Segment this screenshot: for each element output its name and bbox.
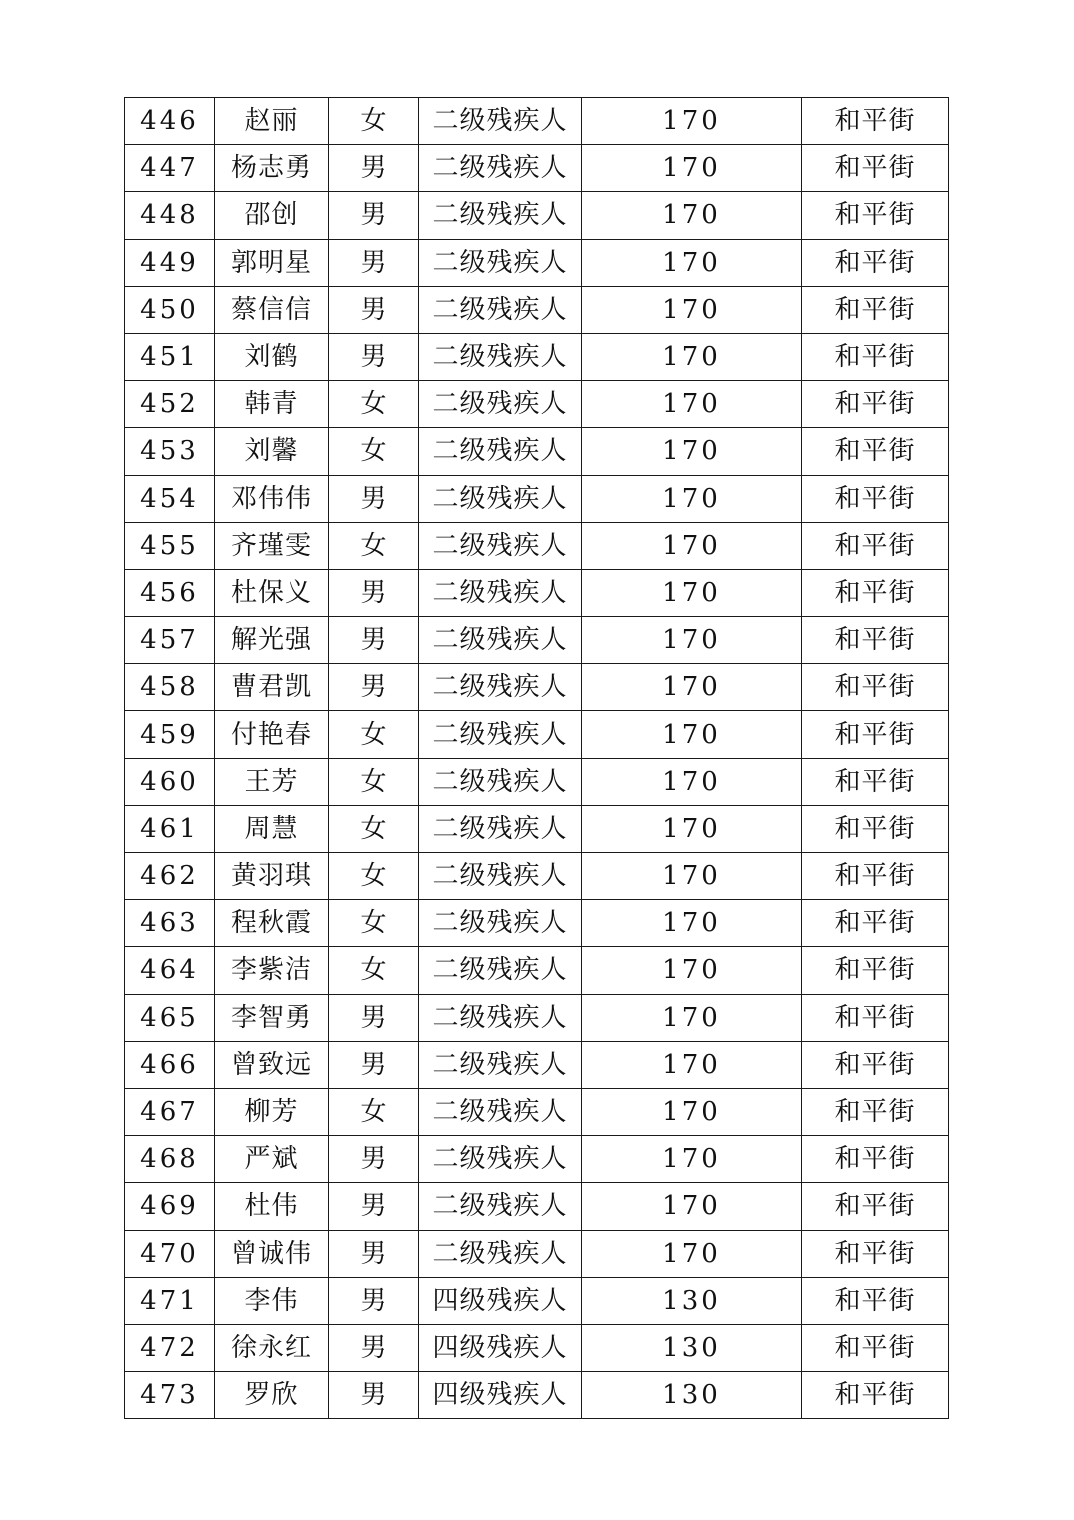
street-cell: 和平街 [802,1041,949,1088]
amount-cell: 170 [582,1088,802,1135]
amount-cell: 170 [582,1230,802,1277]
amount-cell: 130 [582,1372,802,1419]
amount-cell: 170 [582,1136,802,1183]
street-cell: 和平街 [802,286,949,333]
disability-level-cell: 二级残疾人 [419,192,582,239]
disability-level-cell: 四级残疾人 [419,1372,582,1419]
name-cell: 杨志勇 [215,145,329,192]
serial-number-cell: 455 [125,522,215,569]
street-cell: 和平街 [802,994,949,1041]
serial-number-cell: 469 [125,1183,215,1230]
amount-cell: 170 [582,239,802,286]
street-cell: 和平街 [802,1088,949,1135]
name-cell: 李伟 [215,1277,329,1324]
amount-cell: 170 [582,758,802,805]
gender-cell: 男 [329,145,419,192]
name-cell: 赵丽 [215,98,329,145]
table-row [125,900,949,947]
name-cell: 解光强 [215,617,329,664]
street-cell: 和平街 [802,1230,949,1277]
amount-cell: 170 [582,192,802,239]
table-row [125,1041,949,1088]
name-cell: 邓伟伟 [215,475,329,522]
gender-cell: 女 [329,428,419,475]
serial-number-cell: 450 [125,286,215,333]
table-row [125,664,949,711]
street-cell: 和平街 [802,428,949,475]
disability-level-cell: 二级残疾人 [419,475,582,522]
name-cell: 曹君凯 [215,664,329,711]
name-cell: 李智勇 [215,994,329,1041]
serial-number-cell: 468 [125,1136,215,1183]
amount-cell: 170 [582,569,802,616]
gender-cell: 男 [329,1372,419,1419]
gender-cell: 男 [329,1277,419,1324]
amount-cell: 170 [582,711,802,758]
gender-cell: 女 [329,853,419,900]
name-cell: 付艳春 [215,711,329,758]
serial-number-cell: 458 [125,664,215,711]
street-cell: 和平街 [802,1183,949,1230]
name-cell: 周慧 [215,805,329,852]
name-cell: 郭明星 [215,239,329,286]
gender-cell: 男 [329,1324,419,1371]
serial-number-cell: 465 [125,994,215,1041]
disability-level-cell: 二级残疾人 [419,853,582,900]
name-cell: 曾致远 [215,1041,329,1088]
disability-level-cell: 二级残疾人 [419,145,582,192]
table-row [125,1372,949,1419]
name-cell: 杜保义 [215,569,329,616]
street-cell: 和平街 [802,239,949,286]
name-cell: 韩青 [215,381,329,428]
table-row [125,758,949,805]
street-cell: 和平街 [802,711,949,758]
serial-number-cell: 451 [125,333,215,380]
amount-cell: 170 [582,805,802,852]
amount-cell: 170 [582,286,802,333]
serial-number-cell: 448 [125,192,215,239]
amount-cell: 170 [582,428,802,475]
serial-number-cell: 456 [125,569,215,616]
gender-cell: 男 [329,1230,419,1277]
table-row [125,475,949,522]
disability-level-cell: 二级残疾人 [419,569,582,616]
gender-cell: 男 [329,475,419,522]
serial-number-cell: 466 [125,1041,215,1088]
gender-cell: 女 [329,522,419,569]
serial-number-cell: 447 [125,145,215,192]
serial-number-cell: 452 [125,381,215,428]
serial-number-cell: 467 [125,1088,215,1135]
street-cell: 和平街 [802,475,949,522]
street-cell: 和平街 [802,617,949,664]
table-row [125,994,949,1041]
serial-number-cell: 463 [125,900,215,947]
gender-cell: 女 [329,758,419,805]
gender-cell: 女 [329,900,419,947]
serial-number-cell: 471 [125,1277,215,1324]
disability-level-cell: 二级残疾人 [419,522,582,569]
street-cell: 和平街 [802,569,949,616]
gender-cell: 男 [329,617,419,664]
street-cell: 和平街 [802,1277,949,1324]
roster-table [124,97,949,1419]
disability-level-cell: 二级残疾人 [419,381,582,428]
street-cell: 和平街 [802,805,949,852]
street-cell: 和平街 [802,1136,949,1183]
gender-cell: 男 [329,192,419,239]
amount-cell: 130 [582,1324,802,1371]
street-cell: 和平街 [802,192,949,239]
disability-level-cell: 二级残疾人 [419,900,582,947]
table-row [125,192,949,239]
amount-cell: 170 [582,1183,802,1230]
disability-level-cell: 二级残疾人 [419,333,582,380]
serial-number-cell: 457 [125,617,215,664]
gender-cell: 男 [329,286,419,333]
name-cell: 严斌 [215,1136,329,1183]
name-cell: 齐瑾雯 [215,522,329,569]
disability-level-cell: 二级残疾人 [419,98,582,145]
serial-number-cell: 473 [125,1372,215,1419]
table-row [125,617,949,664]
amount-cell: 170 [582,475,802,522]
table-row [125,1136,949,1183]
disability-level-cell: 二级残疾人 [419,947,582,994]
amount-cell: 170 [582,333,802,380]
street-cell: 和平街 [802,947,949,994]
table-row [125,1324,949,1371]
serial-number-cell: 472 [125,1324,215,1371]
disability-level-cell: 二级残疾人 [419,1041,582,1088]
table-row [125,1230,949,1277]
table-row [125,1088,949,1135]
serial-number-cell: 460 [125,758,215,805]
disability-level-cell: 四级残疾人 [419,1324,582,1371]
amount-cell: 170 [582,98,802,145]
disability-level-cell: 二级残疾人 [419,758,582,805]
name-cell: 杜伟 [215,1183,329,1230]
gender-cell: 男 [329,569,419,616]
gender-cell: 男 [329,1041,419,1088]
gender-cell: 女 [329,1088,419,1135]
table-row [125,333,949,380]
disability-level-cell: 二级残疾人 [419,617,582,664]
gender-cell: 女 [329,711,419,758]
table-row [125,1277,949,1324]
gender-cell: 男 [329,664,419,711]
street-cell: 和平街 [802,145,949,192]
table-row [125,522,949,569]
disability-level-cell: 二级残疾人 [419,428,582,475]
serial-number-cell: 462 [125,853,215,900]
amount-cell: 170 [582,853,802,900]
table-row [125,239,949,286]
name-cell: 刘鹤 [215,333,329,380]
gender-cell: 男 [329,1183,419,1230]
street-cell: 和平街 [802,333,949,380]
amount-cell: 170 [582,947,802,994]
serial-number-cell: 459 [125,711,215,758]
name-cell: 邵创 [215,192,329,239]
gender-cell: 女 [329,98,419,145]
table-row [125,428,949,475]
disability-level-cell: 二级残疾人 [419,664,582,711]
amount-cell: 170 [582,1041,802,1088]
gender-cell: 男 [329,994,419,1041]
amount-cell: 170 [582,522,802,569]
name-cell: 徐永红 [215,1324,329,1371]
street-cell: 和平街 [802,1324,949,1371]
street-cell: 和平街 [802,664,949,711]
disability-level-cell: 二级残疾人 [419,286,582,333]
table-row [125,381,949,428]
serial-number-cell: 470 [125,1230,215,1277]
name-cell: 李紫洁 [215,947,329,994]
amount-cell: 170 [582,664,802,711]
serial-number-cell: 461 [125,805,215,852]
name-cell: 刘馨 [215,428,329,475]
name-cell: 曾诚伟 [215,1230,329,1277]
disability-level-cell: 四级残疾人 [419,1277,582,1324]
serial-number-cell: 464 [125,947,215,994]
amount-cell: 130 [582,1277,802,1324]
name-cell: 王芳 [215,758,329,805]
table-row [125,1183,949,1230]
street-cell: 和平街 [802,522,949,569]
serial-number-cell: 453 [125,428,215,475]
disability-level-cell: 二级残疾人 [419,711,582,758]
serial-number-cell: 454 [125,475,215,522]
street-cell: 和平街 [802,381,949,428]
table-row [125,947,949,994]
disability-level-cell: 二级残疾人 [419,1230,582,1277]
table-row [125,853,949,900]
serial-number-cell: 446 [125,98,215,145]
disability-level-cell: 二级残疾人 [419,1136,582,1183]
gender-cell: 女 [329,381,419,428]
street-cell: 和平街 [802,1372,949,1419]
table-row [125,286,949,333]
table-row [125,711,949,758]
table-row [125,145,949,192]
table-row [125,569,949,616]
amount-cell: 170 [582,994,802,1041]
name-cell: 蔡信信 [215,286,329,333]
disability-level-cell: 二级残疾人 [419,1183,582,1230]
gender-cell: 女 [329,947,419,994]
amount-cell: 170 [582,381,802,428]
disability-level-cell: 二级残疾人 [419,1088,582,1135]
gender-cell: 男 [329,239,419,286]
amount-cell: 170 [582,900,802,947]
street-cell: 和平街 [802,853,949,900]
gender-cell: 女 [329,805,419,852]
amount-cell: 170 [582,617,802,664]
disability-level-cell: 二级残疾人 [419,994,582,1041]
disability-level-cell: 二级残疾人 [419,239,582,286]
table-row [125,98,949,145]
disability-level-cell: 二级残疾人 [419,805,582,852]
serial-number-cell: 449 [125,239,215,286]
gender-cell: 男 [329,333,419,380]
name-cell: 罗欣 [215,1372,329,1419]
street-cell: 和平街 [802,98,949,145]
roster-table-body [125,98,949,1419]
name-cell: 程秋霞 [215,900,329,947]
gender-cell: 男 [329,1136,419,1183]
name-cell: 柳芳 [215,1088,329,1135]
street-cell: 和平街 [802,758,949,805]
street-cell: 和平街 [802,900,949,947]
name-cell: 黄羽琪 [215,853,329,900]
table-row [125,805,949,852]
amount-cell: 170 [582,145,802,192]
